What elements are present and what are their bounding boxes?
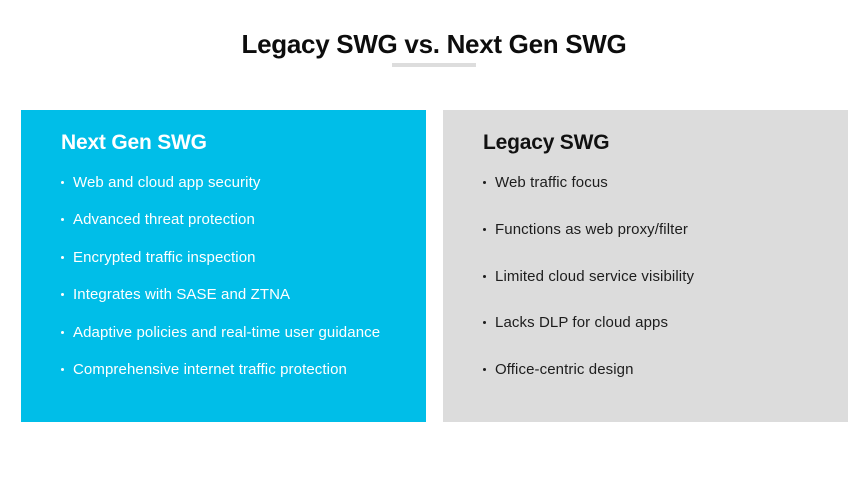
- list-item-label: Adaptive policies and real-time user guidance: [73, 323, 381, 341]
- legacy-panel-title: Legacy SWG: [483, 131, 610, 154]
- list-item-label: Encrypted traffic inspection: [73, 248, 256, 266]
- comparison-panels: [21, 110, 848, 422]
- title-underline: [392, 63, 476, 67]
- list-item-label: Web traffic focus: [495, 174, 608, 191]
- list-item: [61, 285, 396, 304]
- bullet-icon: [61, 331, 64, 334]
- list-item: [483, 360, 818, 379]
- list-item: [483, 220, 818, 239]
- bullet-icon: [483, 321, 486, 324]
- bullet-icon: [61, 368, 64, 371]
- bullet-icon: [61, 293, 64, 296]
- list-item-label: Web and cloud app security: [73, 174, 261, 191]
- bullet-icon: [61, 256, 64, 259]
- list-item: [483, 313, 818, 332]
- list-item-label: Limited cloud service visibility: [495, 267, 695, 285]
- bullet-icon: [483, 181, 486, 184]
- list-item: [483, 173, 818, 192]
- bullet-icon: [61, 181, 64, 184]
- list-item: [483, 267, 818, 286]
- list-item: [61, 360, 396, 379]
- list-item: [61, 323, 396, 342]
- bullet-icon: [483, 368, 486, 371]
- bullet-icon: [483, 228, 486, 231]
- list-item: [61, 248, 396, 267]
- list-item-label: Functions as web proxy/filter: [495, 220, 688, 238]
- next-gen-swg-panel: [21, 110, 426, 422]
- next-gen-panel-title: Next Gen SWG: [61, 131, 207, 154]
- list-item-label: Integrates with SASE and ZTNA: [73, 286, 291, 304]
- legacy-feature-list: [483, 173, 818, 379]
- bullet-icon: [61, 218, 64, 221]
- list-item: [61, 173, 396, 192]
- bullet-icon: [483, 275, 486, 278]
- legacy-swg-panel: [443, 110, 848, 422]
- list-item-label: Office-centric design: [495, 361, 634, 378]
- list-item-label: Lacks DLP for cloud apps: [495, 314, 669, 332]
- list-item-label: Comprehensive internet traffic protection: [73, 360, 347, 378]
- list-item: [61, 210, 396, 229]
- list-item-label: Advanced threat protection: [73, 211, 255, 229]
- page-title: Legacy SWG vs. Next Gen SWG: [241, 29, 627, 59]
- next-gen-feature-list: [61, 173, 396, 379]
